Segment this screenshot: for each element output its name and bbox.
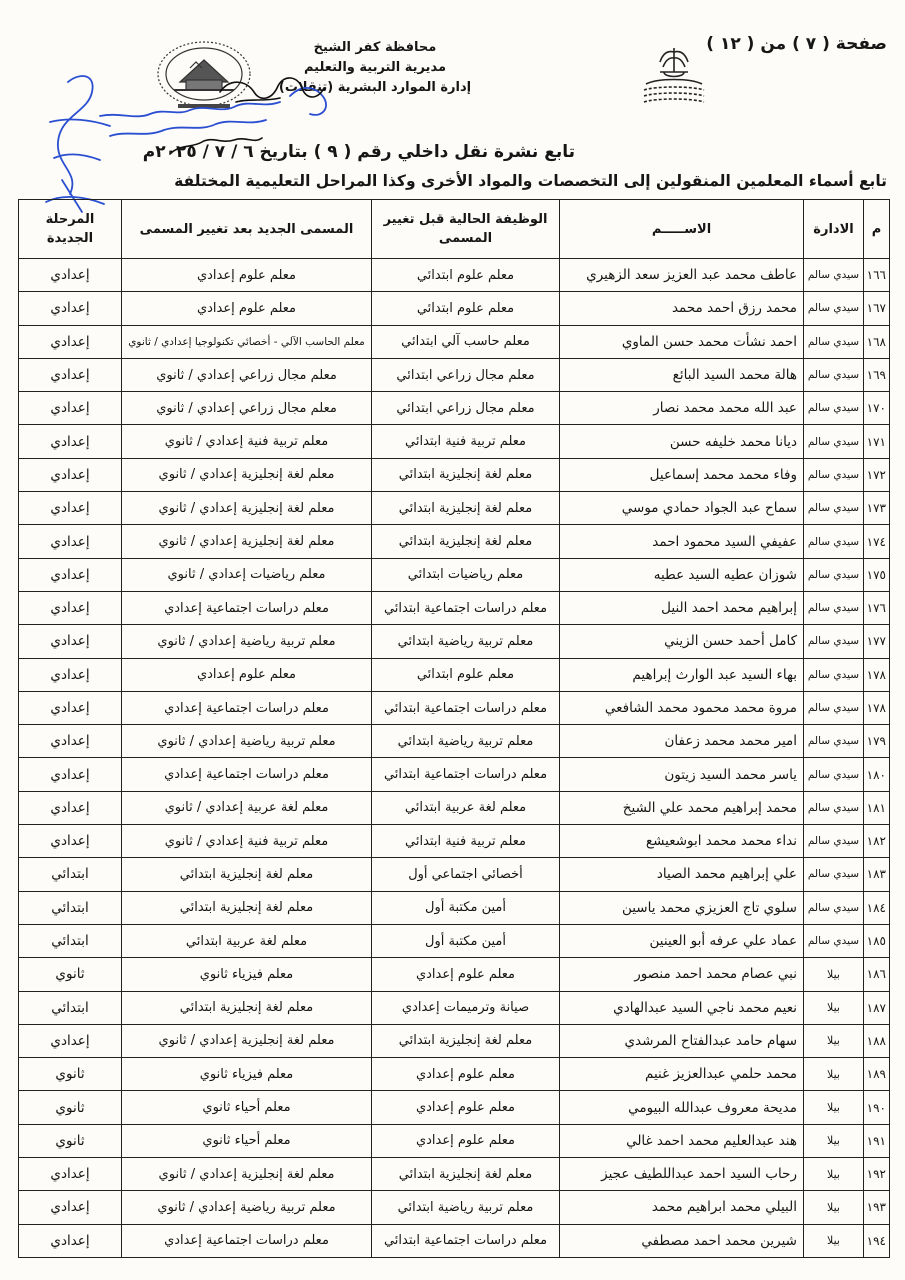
- current-job-cell: أخصائي اجتماعي أول: [372, 858, 560, 891]
- new-stage-cell: إعدادي: [19, 1024, 122, 1057]
- new-stage-cell: ثانوي: [19, 1058, 122, 1091]
- page-number: صفحة ( ٧ ) من ( ١٢ ): [706, 34, 887, 54]
- row-number: ١٨٠: [864, 758, 890, 791]
- department-cell: سيدي سالم: [804, 625, 864, 658]
- table-row: [19, 891, 890, 924]
- governorate-emblem-icon: [638, 42, 710, 106]
- new-stage-cell: إعدادي: [19, 758, 122, 791]
- table-row: [19, 1058, 890, 1091]
- table-row: [19, 1191, 890, 1224]
- department-cell: سيدي سالم: [804, 492, 864, 525]
- new-title-cell: معلم دراسات اجتماعية إعدادي: [122, 591, 372, 624]
- employee-name-cell: نداء محمد محمد ابوشعيشع: [560, 825, 804, 858]
- new-title-cell: معلم لغة إنجليزية إعدادي / ثانوي: [122, 525, 372, 558]
- employee-name-cell: إبراهيم محمد احمد النيل: [560, 591, 804, 624]
- department-cell: سيدي سالم: [804, 858, 864, 891]
- row-number: ١٩٠: [864, 1091, 890, 1124]
- employee-name-cell: هند عبدالعليم محمد احمد غالي: [560, 1124, 804, 1157]
- row-number: ١٩٣: [864, 1191, 890, 1224]
- table-row: [19, 658, 890, 691]
- employee-name-cell: سلوي تاج العزيزي محمد ياسين: [560, 891, 804, 924]
- row-number: ١٨٣: [864, 858, 890, 891]
- row-number: ١٨٧: [864, 991, 890, 1024]
- table-row: [19, 259, 890, 292]
- transfers-table: [18, 199, 890, 1258]
- row-number: ١٨١: [864, 791, 890, 824]
- new-stage-cell: إعدادي: [19, 492, 122, 525]
- row-number: ١٧٩: [864, 725, 890, 758]
- employee-name-cell: سماح عبد الجواد حمادي موسي: [560, 492, 804, 525]
- table-row: [19, 858, 890, 891]
- row-number: ١٧١: [864, 425, 890, 458]
- department-cell: سيدي سالم: [804, 325, 864, 358]
- new-stage-cell: إعدادي: [19, 825, 122, 858]
- row-number: ١٧٦: [864, 591, 890, 624]
- new-title-cell: معلم دراسات اجتماعية إعدادي: [122, 758, 372, 791]
- employee-name-cell: كامل أحمد حسن الزيني: [560, 625, 804, 658]
- department-cell: سيدي سالم: [804, 259, 864, 292]
- new-title-cell: معلم أحياء ثانوي: [122, 1091, 372, 1124]
- new-stage-cell: ابتدائي: [19, 891, 122, 924]
- current-job-cell: معلم علوم إعدادي: [372, 1124, 560, 1157]
- current-job-cell: معلم تربية فنية ابتدائي: [372, 425, 560, 458]
- directorate-line: مديرية التربية والتعليم: [303, 60, 447, 75]
- new-stage-cell: ثانوي: [19, 958, 122, 991]
- new-title-cell: معلم أحياء ثانوي: [122, 1124, 372, 1157]
- current-job-cell: معلم مجال زراعي ابتدائي: [372, 358, 560, 391]
- table-row: [19, 725, 890, 758]
- new-stage-cell: إعدادي: [19, 1191, 122, 1224]
- notice-title: تابع نشرة نقل داخلي رقم ( ٩ ) بتاريخ ٦ / ٧ / ٢٠٢٥م: [142, 142, 575, 162]
- department-cell: سيدي سالم: [804, 658, 864, 691]
- new-title-cell: معلم لغة إنجليزية ابتدائي: [122, 891, 372, 924]
- column-header-name: الاســـــم: [560, 200, 804, 259]
- employee-name-cell: مديحة معروف عبدالله البيومي: [560, 1091, 804, 1124]
- employee-name-cell: شوزان عطيه السيد عطيه: [560, 558, 804, 591]
- table-row: [19, 991, 890, 1024]
- row-number: ١٦٨: [864, 325, 890, 358]
- department-cell: بيلا: [804, 1091, 864, 1124]
- current-job-cell: معلم علوم إعدادي: [372, 1058, 560, 1091]
- department-cell: بيلا: [804, 1191, 864, 1224]
- table-row: [19, 458, 890, 491]
- department-cell: سيدي سالم: [804, 358, 864, 391]
- new-stage-cell: ثانوي: [19, 1091, 122, 1124]
- new-stage-cell: إعدادي: [19, 591, 122, 624]
- table-row: [19, 924, 890, 957]
- current-job-cell: معلم دراسات اجتماعية ابتدائي: [372, 691, 560, 724]
- column-header-num: م: [864, 200, 890, 259]
- table-row: [19, 591, 890, 624]
- table-row: [19, 558, 890, 591]
- new-stage-cell: ابتدائي: [19, 858, 122, 891]
- employee-name-cell: نعيم محمد ناجي السيد عبدالهادي: [560, 991, 804, 1024]
- table-row: [19, 958, 890, 991]
- new-stage-cell: إعدادي: [19, 425, 122, 458]
- new-title-cell: معلم تربية فنية إعدادي / ثانوي: [122, 825, 372, 858]
- employee-name-cell: عاطف محمد عبد العزيز سعد الزهيري: [560, 259, 804, 292]
- new-stage-cell: إعدادي: [19, 392, 122, 425]
- new-stage-cell: إعدادي: [19, 658, 122, 691]
- employee-name-cell: احمد نشأت محمد حسن الماوي: [560, 325, 804, 358]
- row-number: ١٧٨: [864, 658, 890, 691]
- governorate-line: محافظة كفر الشيخ: [313, 40, 437, 55]
- department-cell: سيدي سالم: [804, 425, 864, 458]
- new-title-cell: معلم علوم إعدادي: [122, 259, 372, 292]
- row-number: ١٧٨: [864, 691, 890, 724]
- new-stage-cell: إعدادي: [19, 791, 122, 824]
- employee-name-cell: محمد حلمي عبدالعزيز غنيم: [560, 1058, 804, 1091]
- employee-name-cell: نبي عصام محمد احمد منصور: [560, 958, 804, 991]
- employee-name-cell: سهام حامد عبدالفتاح المرشدي: [560, 1024, 804, 1057]
- new-title-cell: معلم تربية رياضية إعدادي / ثانوي: [122, 1191, 372, 1224]
- new-stage-cell: إعدادي: [19, 458, 122, 491]
- department-cell: سيدي سالم: [804, 458, 864, 491]
- table-row: [19, 825, 890, 858]
- department-cell: سيدي سالم: [804, 525, 864, 558]
- row-number: ١٨٩: [864, 1058, 890, 1091]
- new-title-cell: معلم فيزياء ثانوي: [122, 1058, 372, 1091]
- table-row: [19, 625, 890, 658]
- row-number: ١٧٧: [864, 625, 890, 658]
- new-title-cell: معلم دراسات اجتماعية إعدادي: [122, 1224, 372, 1257]
- new-title-cell: معلم علوم إعدادي: [122, 658, 372, 691]
- new-title-cell: معلم لغة إنجليزية إعدادي / ثانوي: [122, 1024, 372, 1057]
- row-number: ١٧٥: [864, 558, 890, 591]
- employee-name-cell: ديانا محمد خليفه حسن: [560, 425, 804, 458]
- table-row: [19, 1124, 890, 1157]
- current-job-cell: معلم لغة عربية ابتدائي: [372, 791, 560, 824]
- table-row: [19, 358, 890, 391]
- current-job-cell: معلم لغة إنجليزية ابتدائي: [372, 1024, 560, 1057]
- department-cell: سيدي سالم: [804, 924, 864, 957]
- new-title-cell: معلم الحاسب الآلي - أخصائي تكنولوجيا إعدادي / ثانوي: [122, 325, 372, 358]
- current-job-cell: معلم لغة إنجليزية ابتدائي: [372, 1158, 560, 1191]
- issuing-authority: [245, 38, 505, 98]
- employee-name-cell: بهاء السيد عبد الوارث إبراهيم: [560, 658, 804, 691]
- employee-name-cell: البيلي محمد ابراهيم محمد: [560, 1191, 804, 1224]
- employee-name-cell: محمد رزق احمد محمد: [560, 292, 804, 325]
- new-stage-cell: ثانوي: [19, 1124, 122, 1157]
- current-job-cell: معلم علوم إعدادي: [372, 1091, 560, 1124]
- table-row: [19, 292, 890, 325]
- row-number: ١٩٤: [864, 1224, 890, 1257]
- department-cell: سيدي سالم: [804, 758, 864, 791]
- department-cell: بيلا: [804, 1024, 864, 1057]
- current-job-cell: معلم دراسات اجتماعية ابتدائي: [372, 1224, 560, 1257]
- current-job-cell: معلم تربية رياضية ابتدائي: [372, 725, 560, 758]
- current-job-cell: معلم علوم ابتدائي: [372, 259, 560, 292]
- new-title-cell: معلم لغة عربية ابتدائي: [122, 924, 372, 957]
- new-title-cell: معلم لغة إنجليزية إعدادي / ثانوي: [122, 458, 372, 491]
- new-stage-cell: إعدادي: [19, 325, 122, 358]
- current-job-cell: معلم علوم ابتدائي: [372, 292, 560, 325]
- current-job-cell: معلم علوم إعدادي: [372, 958, 560, 991]
- row-number: ١٦٩: [864, 358, 890, 391]
- employee-name-cell: علي إبراهيم محمد الصياد: [560, 858, 804, 891]
- new-title-cell: معلم تربية رياضية إعدادي / ثانوي: [122, 625, 372, 658]
- ministry-logo-icon: [150, 38, 258, 116]
- new-stage-cell: إعدادي: [19, 558, 122, 591]
- new-title-cell: معلم تربية فنية إعدادي / ثانوي: [122, 425, 372, 458]
- department-cell: سيدي سالم: [804, 825, 864, 858]
- department-cell: سيدي سالم: [804, 691, 864, 724]
- department-cell: سيدي سالم: [804, 725, 864, 758]
- department-cell: بيلا: [804, 1224, 864, 1257]
- department-cell: سيدي سالم: [804, 591, 864, 624]
- row-number: ١٨٨: [864, 1024, 890, 1057]
- new-stage-cell: إعدادي: [19, 1158, 122, 1191]
- column-header-dept: الادارة: [804, 200, 864, 259]
- notice-subtitle: تابع أسماء المعلمين المنقولين إلى التخصصات والمواد الأخرى وكذا المراحل التعليمية المختلفة: [174, 172, 887, 190]
- current-job-cell: معلم دراسات اجتماعية ابتدائي: [372, 591, 560, 624]
- current-job-cell: معلم لغة إنجليزية ابتدائي: [372, 525, 560, 558]
- row-number: ١٩٢: [864, 1158, 890, 1191]
- row-number: ١٨٥: [864, 924, 890, 957]
- new-title-cell: معلم لغة عربية إعدادي / ثانوي: [122, 791, 372, 824]
- new-stage-cell: إعدادي: [19, 358, 122, 391]
- employee-name-cell: عبد الله محمد محمد نصار: [560, 392, 804, 425]
- department-cell: سيدي سالم: [804, 558, 864, 591]
- row-number: ١٦٦: [864, 259, 890, 292]
- department-cell: بيلا: [804, 1058, 864, 1091]
- current-job-cell: معلم مجال زراعي ابتدائي: [372, 392, 560, 425]
- row-number: ١٨٤: [864, 891, 890, 924]
- current-job-cell: أمين مكتبة أول: [372, 924, 560, 957]
- employee-name-cell: عفيفي السيد محمود احمد: [560, 525, 804, 558]
- new-stage-cell: إعدادي: [19, 725, 122, 758]
- employee-name-cell: مروة محمد محمود محمد الشافعي: [560, 691, 804, 724]
- table-row: [19, 392, 890, 425]
- new-stage-cell: ابتدائي: [19, 991, 122, 1024]
- row-number: ١٧٤: [864, 525, 890, 558]
- employee-name-cell: هالة محمد السيد البائع: [560, 358, 804, 391]
- column-header-current-job: الوظيفة الحالية قبل تغيير المسمى: [372, 200, 560, 259]
- table-row: [19, 1224, 890, 1257]
- new-stage-cell: ابتدائي: [19, 924, 122, 957]
- new-title-cell: معلم علوم إعدادي: [122, 292, 372, 325]
- department-cell: بيلا: [804, 991, 864, 1024]
- department-cell: بيلا: [804, 1124, 864, 1157]
- department-cell: بيلا: [804, 1158, 864, 1191]
- table-row: [19, 1024, 890, 1057]
- current-job-cell: معلم علوم ابتدائي: [372, 658, 560, 691]
- current-job-cell: معلم تربية رياضية ابتدائي: [372, 625, 560, 658]
- row-number: ١٧٣: [864, 492, 890, 525]
- new-title-cell: معلم فيزياء ثانوي: [122, 958, 372, 991]
- new-title-cell: معلم رياضيات إعدادي / ثانوي: [122, 558, 372, 591]
- new-stage-cell: إعدادي: [19, 1224, 122, 1257]
- table-row: [19, 525, 890, 558]
- table-header-row: [19, 200, 890, 259]
- new-stage-cell: إعدادي: [19, 525, 122, 558]
- table-row: [19, 325, 890, 358]
- table-row: [19, 791, 890, 824]
- current-job-cell: معلم دراسات اجتماعية ابتدائي: [372, 758, 560, 791]
- new-title-cell: معلم لغة إنجليزية إعدادي / ثانوي: [122, 492, 372, 525]
- employee-name-cell: شيرين محمد احمد مصطفي: [560, 1224, 804, 1257]
- department-line: إدارة الموارد البشرية (تنقلات): [278, 80, 472, 95]
- employee-name-cell: عماد علي عرفه أبو العينين: [560, 924, 804, 957]
- new-stage-cell: إعدادي: [19, 292, 122, 325]
- department-cell: سيدي سالم: [804, 292, 864, 325]
- department-cell: سيدي سالم: [804, 791, 864, 824]
- current-job-cell: معلم رياضيات ابتدائي: [372, 558, 560, 591]
- table-row: [19, 492, 890, 525]
- current-job-cell: معلم تربية رياضية ابتدائي: [372, 1191, 560, 1224]
- department-cell: سيدي سالم: [804, 891, 864, 924]
- employee-name-cell: ياسر محمد السيد زيتون: [560, 758, 804, 791]
- department-cell: سيدي سالم: [804, 392, 864, 425]
- current-job-cell: معلم لغة إنجليزية ابتدائي: [372, 458, 560, 491]
- column-header-new-title: المسمى الجديد بعد تغيير المسمى: [122, 200, 372, 259]
- current-job-cell: أمين مكتبة أول: [372, 891, 560, 924]
- table-row: [19, 691, 890, 724]
- new-title-cell: معلم مجال زراعي إعدادي / ثانوي: [122, 392, 372, 425]
- employee-name-cell: وفاء محمد محمد إسماعيل: [560, 458, 804, 491]
- new-title-cell: معلم تربية رياضية إعدادي / ثانوي: [122, 725, 372, 758]
- current-job-cell: معلم حاسب آلي ابتدائي: [372, 325, 560, 358]
- column-header-new-stage: المرحلة الجديدة: [19, 200, 122, 259]
- row-number: ١٦٧: [864, 292, 890, 325]
- new-stage-cell: إعدادي: [19, 691, 122, 724]
- current-job-cell: صيانة وترميمات إعدادي: [372, 991, 560, 1024]
- current-job-cell: معلم لغة إنجليزية ابتدائي: [372, 492, 560, 525]
- new-title-cell: معلم لغة إنجليزية ابتدائي: [122, 858, 372, 891]
- employee-name-cell: محمد إبراهيم محمد علي الشيخ: [560, 791, 804, 824]
- table-row: [19, 425, 890, 458]
- employee-name-cell: امير محمد محمد زعفان: [560, 725, 804, 758]
- row-number: ١٨٢: [864, 825, 890, 858]
- table-row: [19, 1158, 890, 1191]
- table-row: [19, 758, 890, 791]
- new-title-cell: معلم دراسات اجتماعية إعدادي: [122, 691, 372, 724]
- new-stage-cell: إعدادي: [19, 259, 122, 292]
- new-title-cell: معلم مجال زراعي إعدادي / ثانوي: [122, 358, 372, 391]
- employee-name-cell: رحاب السيد احمد عبداللطيف عجيز: [560, 1158, 804, 1191]
- table-body: [19, 259, 890, 1258]
- row-number: ١٩١: [864, 1124, 890, 1157]
- current-job-cell: معلم تربية فنية ابتدائي: [372, 825, 560, 858]
- row-number: ١٧٠: [864, 392, 890, 425]
- new-title-cell: معلم لغة إنجليزية ابتدائي: [122, 991, 372, 1024]
- row-number: ١٧٢: [864, 458, 890, 491]
- new-title-cell: معلم لغة إنجليزية إعدادي / ثانوي: [122, 1158, 372, 1191]
- table-row: [19, 1091, 890, 1124]
- row-number: ١٨٦: [864, 958, 890, 991]
- department-cell: بيلا: [804, 958, 864, 991]
- new-stage-cell: إعدادي: [19, 625, 122, 658]
